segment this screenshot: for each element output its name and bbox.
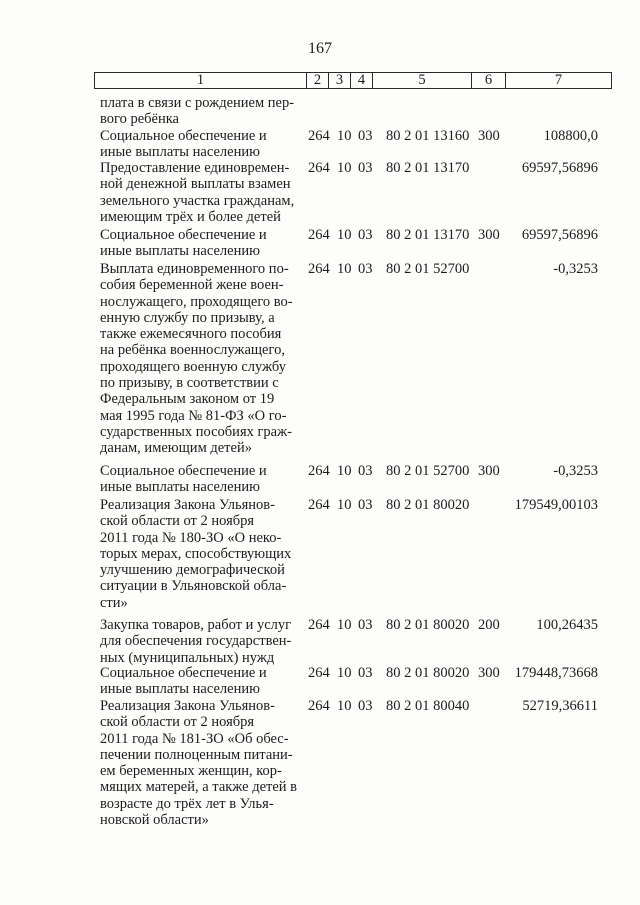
- description-line: иные выплаты населению: [100, 144, 260, 161]
- description-line: иные выплаты населению: [100, 243, 260, 260]
- header-col-2: 2: [307, 73, 329, 89]
- row-code-main: 264: [308, 698, 330, 714]
- row-description: [100, 160, 300, 225]
- row-code-article: 80 2 01 80020: [386, 665, 470, 681]
- description-line: мая 1995 года № 81-ФЗ «О го-: [100, 407, 287, 424]
- description-line: вого ребёнка: [100, 111, 179, 128]
- row-code-main: 264: [308, 665, 330, 681]
- row-code-main: 264: [308, 160, 330, 176]
- row-description: [100, 497, 300, 611]
- description-line: Выплата единовременного по-: [100, 261, 289, 277]
- page-number: 167: [308, 40, 332, 57]
- description-line: ской области от 2 ноября: [100, 714, 255, 731]
- row-code-section: 10: [337, 617, 352, 633]
- header-col-5: 5: [373, 73, 472, 89]
- description-line: по призыву, в соответствии с: [100, 375, 279, 392]
- header-col-1: 1: [95, 73, 307, 89]
- row-amount: 108800,0: [543, 128, 598, 144]
- row-code-subsection: 03: [358, 463, 373, 479]
- row-code-subsection: 03: [358, 497, 373, 513]
- row-description: [100, 463, 300, 496]
- description-line: мящих матерей, а также детей в: [100, 779, 298, 796]
- row-amount: 179549,00103: [514, 497, 598, 513]
- header-col-3: 3: [329, 73, 351, 89]
- row-code-section: 10: [337, 128, 352, 144]
- description-line: енную службу по призыву, а: [100, 309, 275, 326]
- description-line: Реализация Закона Ульянов-: [100, 497, 275, 513]
- description-line: земельного участка гражданам,: [100, 192, 295, 209]
- row-code-main: 264: [308, 497, 330, 513]
- description-line: возрасте до трёх лет в Улья-: [100, 795, 274, 812]
- row-code-section: 10: [337, 463, 352, 479]
- row-code-subsection: 03: [358, 128, 373, 144]
- row-code-article: 80 2 01 80040: [386, 698, 470, 714]
- description-line: Федеральным законом от 19: [100, 391, 275, 408]
- row-amount: 100,26435: [536, 617, 598, 633]
- row-code-subsection: 03: [358, 227, 373, 243]
- description-line: иные выплаты населению: [100, 681, 260, 698]
- description-line: также ежемесячного пособия: [100, 326, 282, 343]
- row-code-article: 80 2 01 13160: [386, 128, 470, 144]
- row-code-subsection: 03: [358, 698, 373, 714]
- description-line: для обеспечения государствен-: [100, 633, 292, 650]
- row-code-article: 80 2 01 13170: [386, 227, 470, 243]
- row-code-subsection: 03: [358, 617, 373, 633]
- description-line: на ребёнка военнослужащего,: [100, 342, 285, 359]
- description-line: ной денежной выплаты взамен: [100, 176, 291, 193]
- row-code-article: 80 2 01 52700: [386, 463, 470, 479]
- row-code-subsection: 03: [358, 665, 373, 681]
- row-code-section: 10: [337, 261, 352, 277]
- header-col-4: 4: [351, 73, 373, 89]
- description-line: улучшению демографической: [100, 562, 285, 579]
- description-line: ем беременных женщин, кор-: [100, 763, 282, 780]
- description-line: собия беременной жене воен-: [100, 277, 284, 294]
- description-line: Социальное обеспечение и: [100, 463, 267, 479]
- row-amount: 69597,56896: [521, 227, 598, 243]
- row-code-expense-type: 300: [478, 665, 500, 681]
- description-line: Предоставление единовремен-: [100, 160, 290, 176]
- description-line: торых мерах, способствующих: [100, 545, 292, 562]
- description-line: ситуации в Ульяновской обла-: [100, 578, 287, 595]
- row-description: [100, 227, 300, 260]
- description-line: Социальное обеспечение и: [100, 227, 267, 243]
- description-line: Социальное обеспечение и: [100, 665, 267, 681]
- row-code-main: 264: [308, 227, 330, 243]
- description-line: имеющим трёх и более детей: [100, 208, 281, 225]
- description-line: ской области от 2 ноября: [100, 513, 255, 530]
- row-code-main: 264: [308, 261, 330, 277]
- row-description: [100, 261, 300, 457]
- description-line: Реализация Закона Ульянов-: [100, 698, 275, 714]
- description-line: печении полноценным питани-: [100, 746, 293, 763]
- row-code-expense-type: 200: [478, 617, 500, 633]
- row-amount: 179448,73668: [514, 665, 598, 681]
- row-code-section: 10: [337, 497, 352, 513]
- row-code-main: 264: [308, 617, 330, 633]
- row-description: [100, 128, 300, 161]
- row-code-article: 80 2 01 52700: [386, 261, 470, 277]
- row-description: [100, 698, 300, 828]
- row-code-expense-type: 300: [478, 463, 500, 479]
- description-line: Закупка товаров, работ и услуг: [100, 617, 292, 633]
- description-line: проходящего военную службу: [100, 358, 287, 375]
- description-line: сударственных пособиях граж-: [100, 423, 292, 440]
- description-line: ных (муниципальных) нужд: [100, 649, 275, 666]
- description-line: 2011 года № 181-ЗО «Об обес-: [100, 730, 289, 747]
- row-code-article: 80 2 01 80020: [386, 617, 470, 633]
- row-code-section: 10: [337, 160, 352, 176]
- description-line: иные выплаты населению: [100, 479, 260, 496]
- row-code-section: 10: [337, 227, 352, 243]
- row-code-expense-type: 300: [478, 128, 500, 144]
- description-line: сти»: [100, 594, 128, 611]
- description-line: данам, имеющим детей»: [100, 440, 252, 457]
- description-line: 2011 года № 180-ЗО «О неко-: [100, 529, 282, 546]
- row-code-subsection: 03: [358, 261, 373, 277]
- row-code-article: 80 2 01 80020: [386, 497, 470, 513]
- row-code-main: 264: [308, 128, 330, 144]
- row-code-expense-type: 300: [478, 227, 500, 243]
- row-code-subsection: 03: [358, 160, 373, 176]
- row-description: [100, 617, 300, 666]
- description-line: нослужащего, проходящего во-: [100, 293, 293, 310]
- row-amount: 52719,36611: [522, 698, 598, 714]
- row-amount: -0,3253: [553, 463, 598, 479]
- header-col-7: 7: [506, 73, 612, 89]
- row-description: [100, 95, 300, 128]
- description-line: новской области»: [100, 812, 209, 829]
- row-description: [100, 665, 300, 698]
- description-line: плата в связи с рождением пер-: [100, 95, 295, 111]
- row-code-section: 10: [337, 665, 352, 681]
- row-code-article: 80 2 01 13170: [386, 160, 470, 176]
- row-code-section: 10: [337, 698, 352, 714]
- row-amount: -0,3253: [553, 261, 598, 277]
- description-line: Социальное обеспечение и: [100, 128, 267, 144]
- row-amount: 69597,56896: [521, 160, 598, 176]
- row-code-main: 264: [308, 463, 330, 479]
- header-col-6: 6: [472, 73, 506, 89]
